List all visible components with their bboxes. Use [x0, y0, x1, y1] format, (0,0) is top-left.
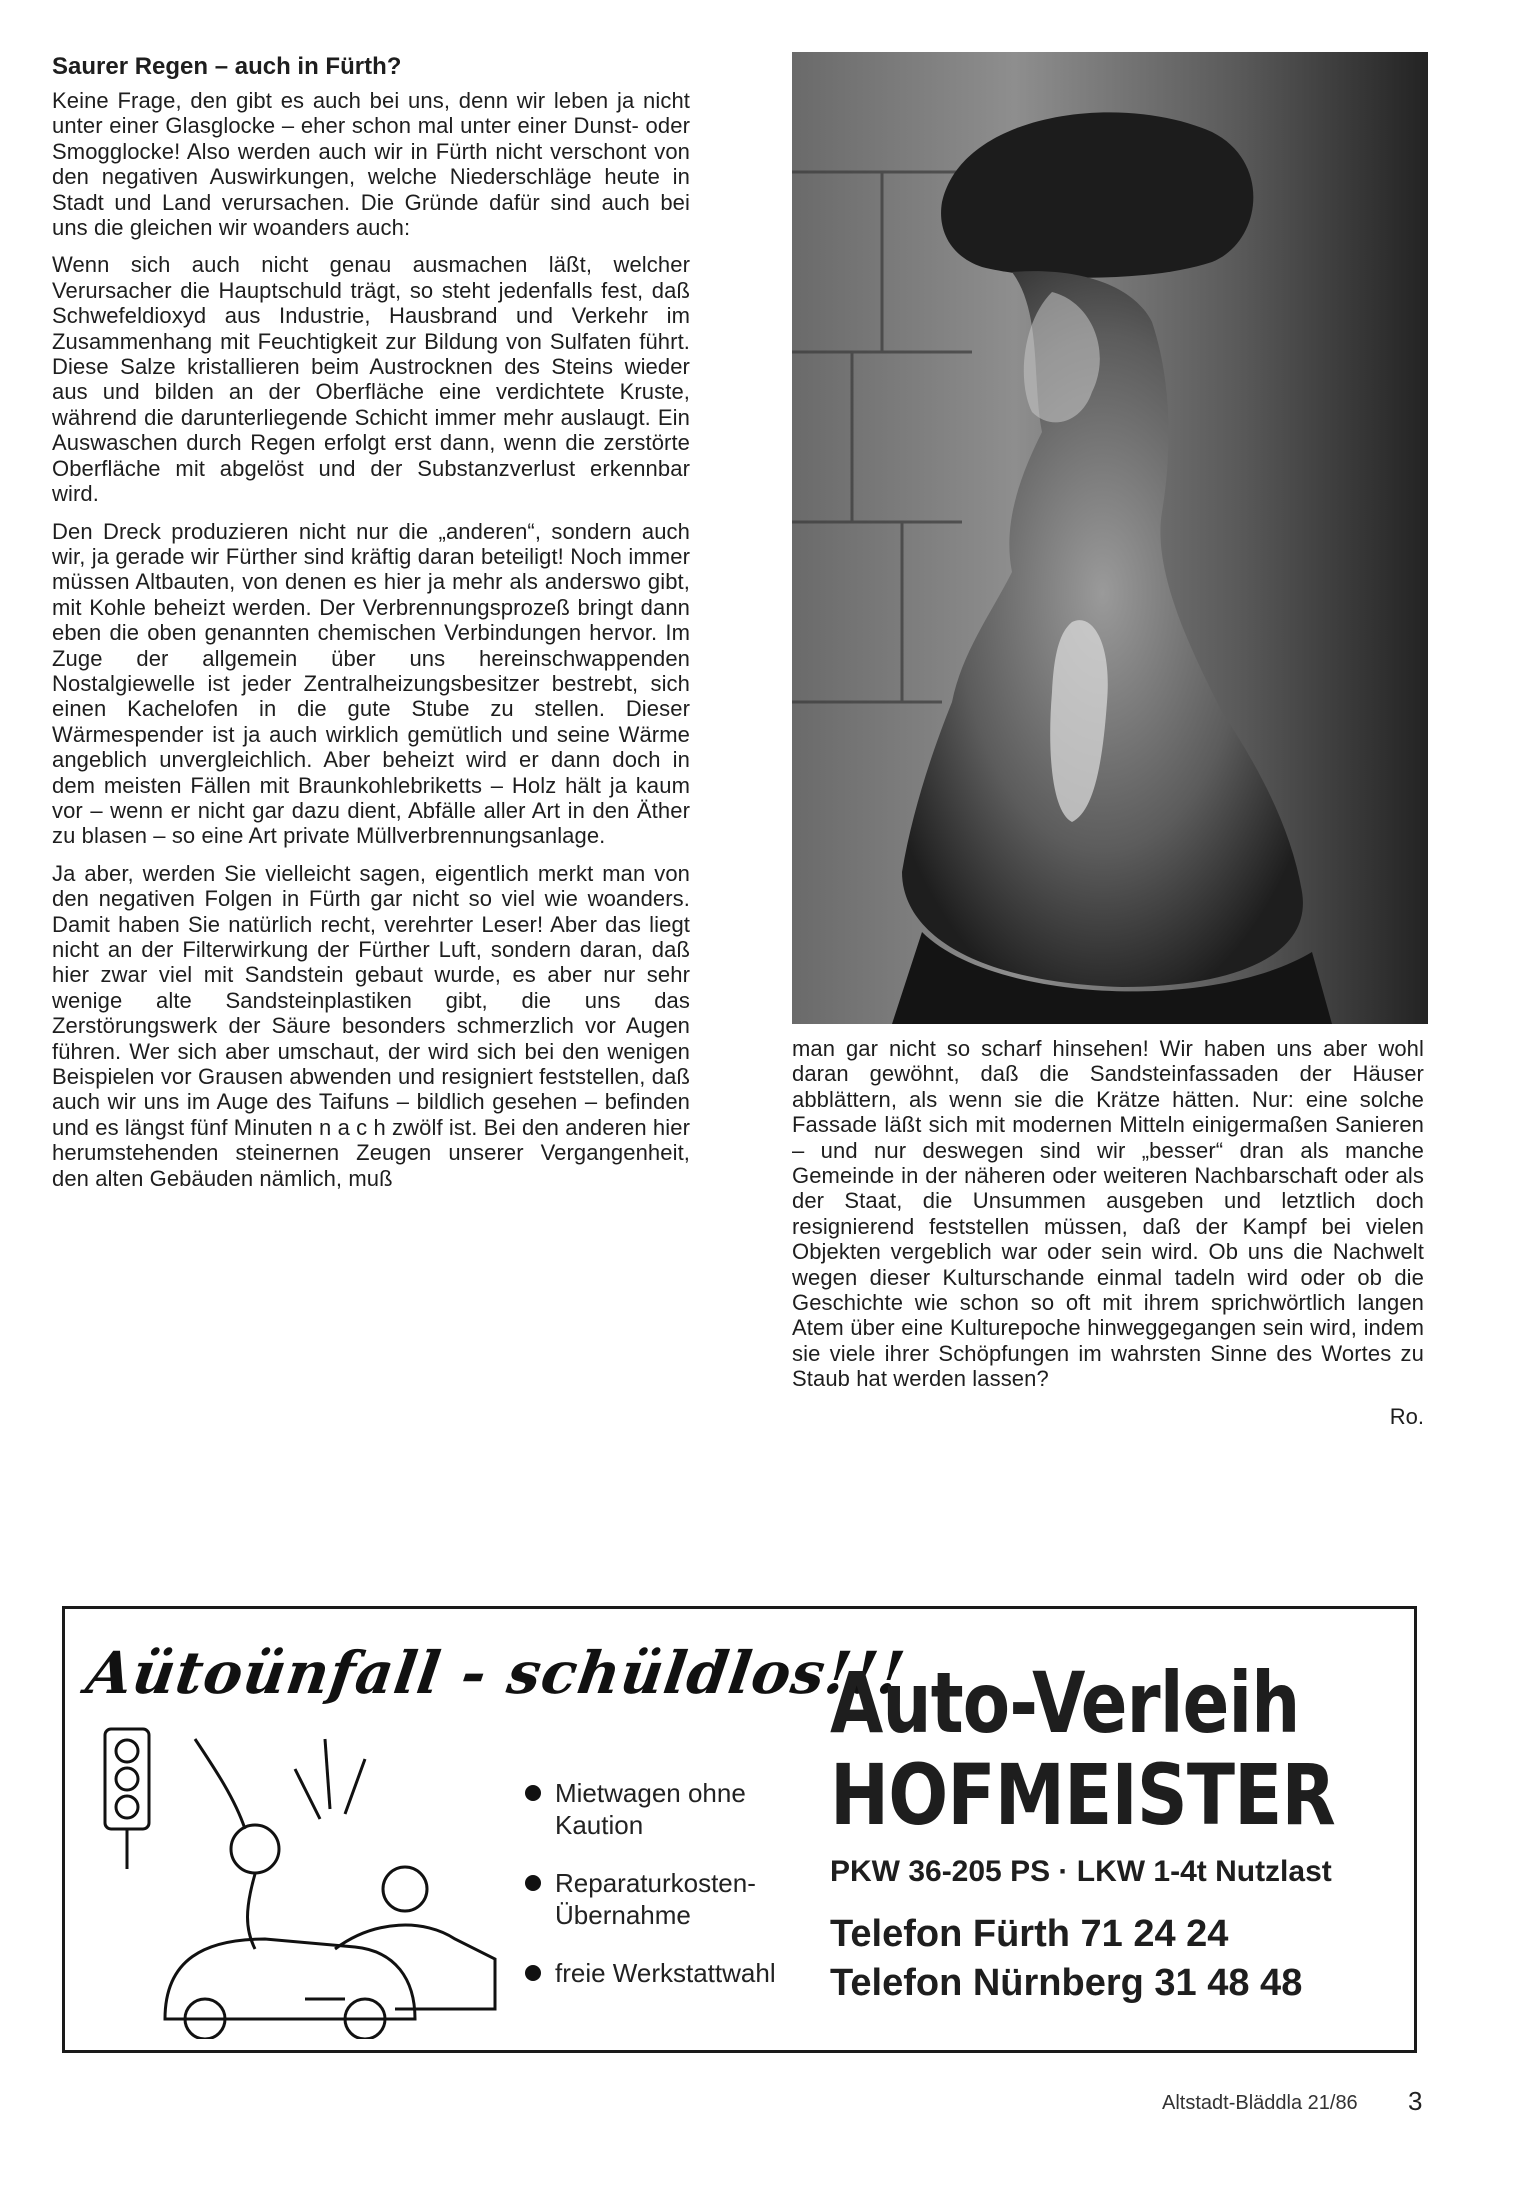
- advertisement: [62, 1606, 1417, 2053]
- article-paragraph: Ja aber, werden Sie vielleicht sagen, eigentlich merkt man von den negativen Folgen in Fürth gar nicht so viel wie woanders. Damit haben Sie natürlich recht, verehrter Leser! Aber das liegt nicht an der Filterwirkung der Fürther Luft, sondern daran, daß hier zwar viel mit Sandstein gebaut wurde, es aber nur sehr wenige alte Sandsteinplastiken gibt, die uns das Zerstörungswerk der Säure besonders schmerzlich vor Augen führen. Wer sich aber umschaut, der wird sich bei den wenigen Beispielen vor Grausen abwenden und resigniert feststellen, daß auch wir uns im Auge des Taifuns – bildlich gesehen – befinden und es längst fünf Minuten n a c h zwölf ist. Bei den anderen hier herumstehenden steinernen Zeugen unserer Vergangenheit, den alten Gebäuden nämlich, muß: [52, 860, 690, 1191]
- article-paragraph: Keine Frage, den gibt es auch bei uns, denn wir leben ja nicht unter einer Glasglocke – eher schon mal unter einer Dunst- oder Smogglocke! Also werden auch wir in Fürth nicht verschont von den negativen Auswirkungen, welche Niederschläge heute in Stadt und Land verursachen. Die Gründe dafür sind auch bei uns die gleichen wir woanders auch:: [52, 88, 690, 241]
- ad-headline: Aütoünfall - schüldlos!!!: [82, 1639, 910, 1707]
- ad-benefit-item: [525, 1957, 795, 1989]
- page-number: 3: [1408, 2086, 1423, 2116]
- ad-vehicle-info: PKW 36-205 PS · LKW 1-4t Nutzlast: [830, 1855, 1332, 1888]
- article-left-column: [52, 52, 690, 1191]
- ad-benefits-list: [525, 1777, 795, 2015]
- ad-benefit-item: [525, 1777, 795, 1841]
- article-paragraph: Wenn sich auch nicht genau ausmachen läßt, welcher Verursacher die Hauptschuld trägt, so steht jedenfalls fest, daß Schwefeldioxyd aus Industrie, Hausbrand und Verkehr im Zusammenhang mit Feuchtigkeit zur Bildung von Sulfaten führt. Diese Salze kristallieren beim Austrocknen des Steins wieder aus und bilden an der Oberfläche eine verdichtete Kruste, während die darunterliegende Schicht immer mehr auslaugt. Ein Auswaschen durch Regen erfolgt erst dann, wenn die zerstörte Oberfläche mit abgelöst und der Substanzverlust erkennbar wird.: [52, 252, 690, 507]
- ad-phone-fuerth: Telefon Fürth 71 24 24: [830, 1913, 1229, 1955]
- ad-benefit-item: [525, 1867, 795, 1931]
- article-continuation: man gar nicht so scharf hinsehen! Wir haben uns aber wohl daran gewöhnt, daß die Sandsteinfassaden der Häuser abblättern, als wenn sie die Krätze hätten. Nur: eine solche Fassade läßt sich mit modernen Mitteln einigermaßen Sanieren – und nur deswegen sind wir „besser“ dran als manche Gemeinde in der näheren oder weiteren Nachbarschaft oder als der Staat, die Unsummen ausgeben und letztlich doch resignierend feststellen müssen, daß der Kampf bei vielen Objekten vergeblich war oder sein wird. Ob uns die Nachwelt wegen dieser Kulturschande einmal tadeln wird oder ob die Geschichte wie schon so oft mit ihrem sprichwörtlich langen Atem über eine Kulturepoche hinweggegangen sein wird, indem sie viele ihrer Schöpfungen im wahrsten Sinne des Wortes zu Staub hat werden lassen?: [792, 1036, 1424, 1392]
- ad-benefit-text: Reparaturkosten-Übernahme: [555, 1868, 756, 1930]
- ad-benefit-text: Mietwagen ohne Kaution: [555, 1778, 746, 1840]
- bullet-dot-icon: [525, 1875, 541, 1891]
- ad-brand-block: [830, 1654, 1390, 2005]
- ad-benefit-text: freie Werkstattwahl: [555, 1958, 776, 1988]
- sandstone-sculpture-photo: [792, 52, 1428, 1024]
- publication-footer: Altstadt-Bläddla 21/86: [1162, 2092, 1358, 2114]
- article-headline: Saurer Regen – auch in Fürth?: [52, 53, 402, 80]
- ad-brand-line1: Auto-Verleih: [830, 1654, 1300, 1752]
- author-signature: Ro.: [1389, 1403, 1424, 1429]
- ad-phone-nuernberg: Telefon Nürnberg 31 48 48: [830, 1962, 1303, 2004]
- bullet-dot-icon: [525, 1785, 541, 1801]
- article-paragraph: Den Dreck produzieren nicht nur die „anderen“, sondern auch wir, ja gerade wir Fürther sind kräftig daran beteiligt! Noch immer müssen Altbauten, von denen es hier ja mehr als anderswo gibt, mit Kohle beheizt werden. Der Verbrennungsprozeß bringt dann eben die oben genannten chemischen Verbindungen hervor. Im Zuge der allgemein über uns hereinschwappenden Nostalgiewelle ist jeder Zentralheizungsbesitzer bestrebt, sich einen Kachelofen in die gute Stube zu stellen. Dieser Wärmespender ist ja auch wirklich gemütlich und seine Wärme angeblich unvergleichlich. Aber beheizt wird er dann doch in dem meisten Fällen mit Braunkohlebriketts – Holz hält ja kaum vor – wenn er nicht gar dazu dient, Abfälle aller Art in den Äther zu blasen – so eine Art private Müllverbrennungsanlage.: [52, 518, 690, 849]
- car-accident-cartoon: [95, 1719, 515, 2039]
- ad-brand-name: HOFMEISTER: [830, 1746, 1335, 1844]
- bullet-dot-icon: [525, 1965, 541, 1981]
- article-right-column: [792, 1036, 1424, 1430]
